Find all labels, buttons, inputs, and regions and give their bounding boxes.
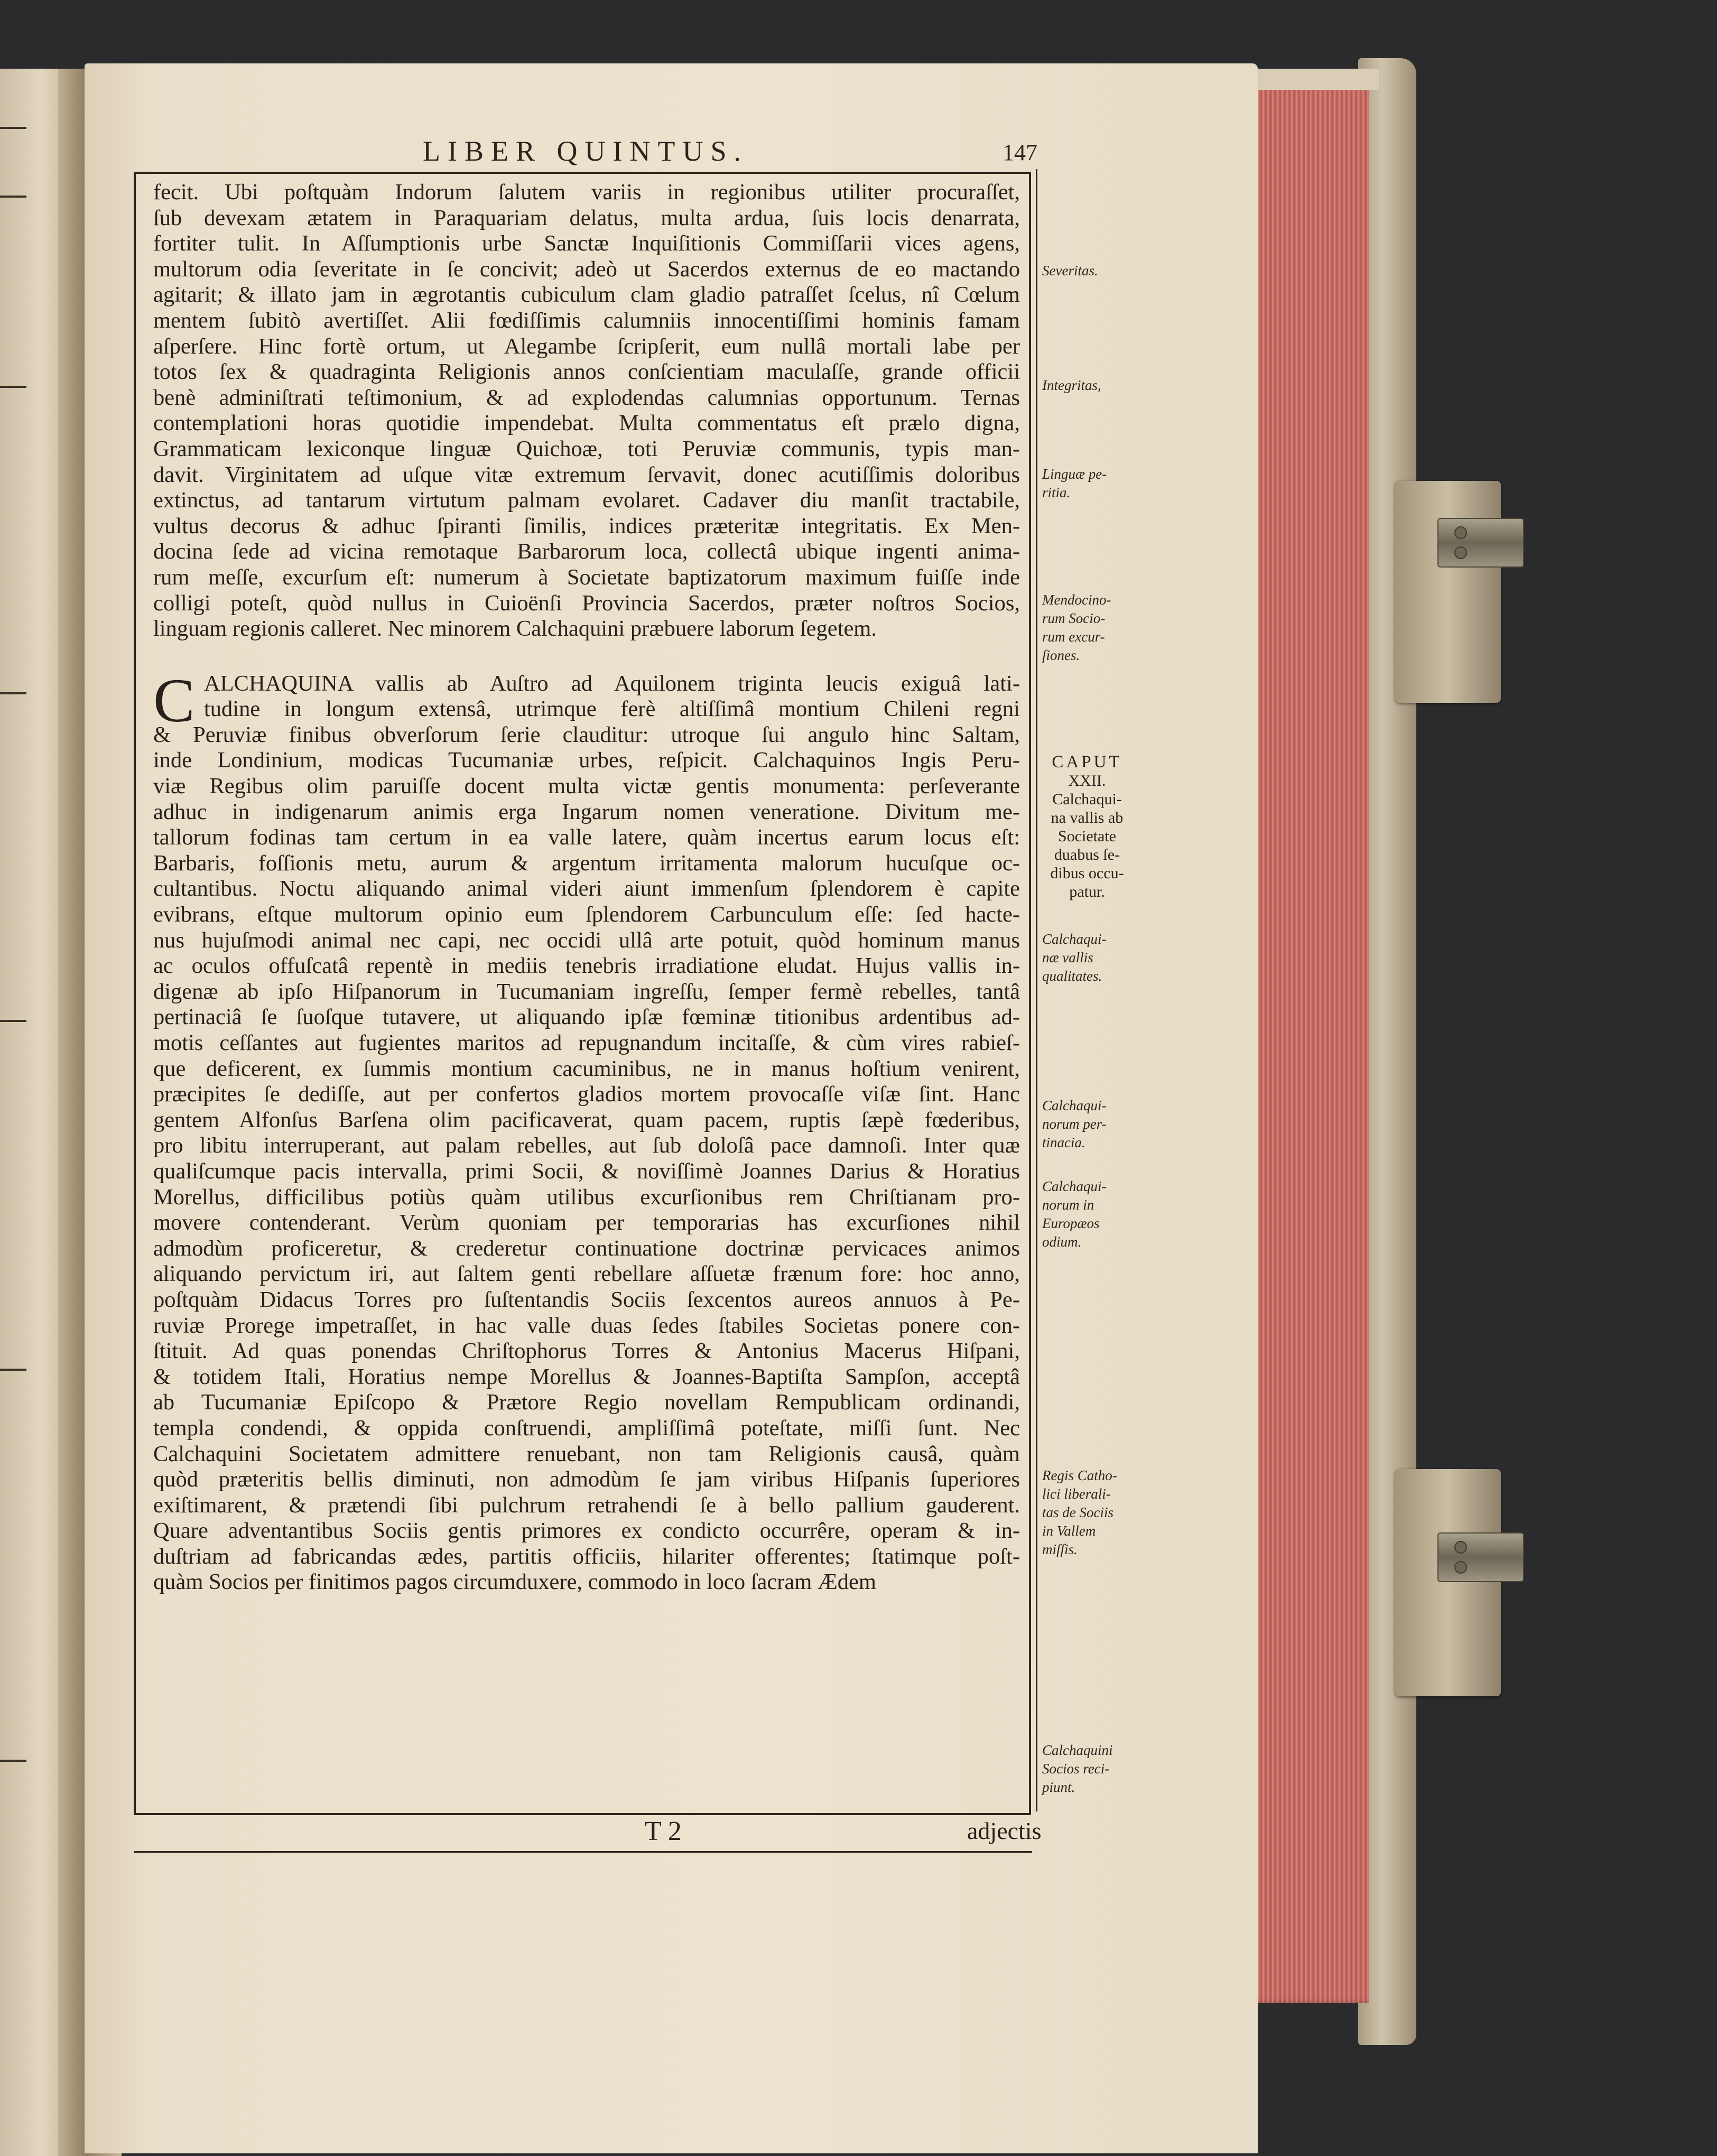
catchword: adjectis	[967, 1817, 1042, 1844]
text-line: aſperſere. Hinc fortè ortum, ut Alegambe ſcripſerit, eum nullâ mortali labe per	[153, 333, 1020, 359]
margin-note-line: tinacia.	[1042, 1135, 1085, 1150]
left-page-fragment	[0, 386, 26, 388]
text-line: ALCHAQUINA vallis ab Auſtro ad Aquilonem triginta leucis exiguâ lati-	[204, 671, 1020, 696]
text-line: Grammaticam lexiconque linguæ Quichoæ, toti Peruviæ communis, typis man-	[153, 436, 1020, 461]
margin-note-line: na vallis ab	[1051, 809, 1124, 826]
text-line: contemplationi horas quotidie impendebat. Multa commentatus eſt prælo digna,	[153, 411, 1020, 436]
text-line: exiſtimarent, & prætendi ſibi pulchrum retrahendi ſe à bello pallium gauderent.	[153, 1492, 1020, 1518]
paragraph-1	[153, 180, 1020, 642]
left-page-fragment	[0, 127, 26, 129]
text-line: inde Londinium, modicas Tucumaniæ urbes, reſpicit. Calchaquinos Ingis Peru-	[153, 748, 1020, 773]
lower-clasp	[1395, 1469, 1501, 1696]
margin-note-line: Calchaquini	[1042, 1742, 1113, 1758]
margin-note-line: dibus occu-	[1050, 865, 1124, 882]
margin-note-pertinacia	[1042, 1096, 1132, 1152]
margin-note-line: miſſis.	[1042, 1541, 1078, 1557]
margin-note-lingua	[1042, 465, 1132, 502]
margin-note-line: lici liberali-	[1042, 1486, 1111, 1502]
text-line: gentem Alfonſus Barſena olim pacificaverat, quam pacem, ruptis ſæpè fœderibus,	[153, 1107, 1020, 1132]
signature-mark: T 2	[645, 1816, 682, 1846]
margin-note-line: Europæos	[1042, 1215, 1100, 1231]
margin-note-line: Calchaqui-	[1042, 1098, 1107, 1113]
text-line: Barbaris, foſſionis metu, aurum & argentum irritamenta malorum hucuſque oc-	[153, 850, 1020, 876]
text-line: agitarit; & illato jam in ægrotantis cubiculum clam gladio patraſſet ſcelus, nî Cœlum	[153, 282, 1020, 308]
margin-note-line: Calchaqui-	[1052, 791, 1122, 808]
text-line: adhuc in indigenarum animis erga Ingarum nomen veneratione. Divitum me-	[153, 799, 1020, 824]
text-line: & totidem Itali, Horatius nempe Morellus & Joannes-Baptiſta Sampſon, acceptâ	[153, 1364, 1020, 1389]
text-line: quòd præteritis bellis diminuti, non admodùm ſe jam viribus Hiſpanis ſuperiores	[153, 1467, 1020, 1492]
margin-note-line: Linguæ pe-	[1042, 466, 1107, 482]
text-line: extinctus, ad tantarum virtutum palmam evolaret. Cadaver diu manſit tractabile,	[153, 488, 1020, 513]
caput-number: XXII.	[1068, 772, 1106, 789]
bottom-rule	[134, 1851, 1032, 1853]
margin-note-line: Socios reci-	[1042, 1761, 1110, 1777]
text-line: davit. Virginitatem ad uſque vitæ extremum ſervavit, donec acutiſſimis doloribus	[153, 462, 1020, 487]
margin-note-line: Calchaqui-	[1042, 1178, 1107, 1194]
text-line: tudine in longum extensâ, utrimque ferè altiſſimâ montium Chileni regni	[204, 696, 1020, 722]
margin-note-line: in Vallem	[1042, 1523, 1096, 1539]
text-line: que deficerent, ex ſummis montium cacuminibus, ne in manus hoſtium venirent,	[153, 1056, 1020, 1081]
paragraph-2	[153, 665, 1020, 1595]
text-line: linguam regionis calleret. Nec minorem Calchaquini præbuere laborum ſegetem.	[153, 616, 877, 642]
text-line: totos ſex & quadraginta Religionis annos conſcientiam maculaſſe, grande officii	[153, 359, 1020, 385]
text-line: viæ Regibus olim paruiſſe docent multa victæ gentis monumenta: perſeverante	[153, 774, 1020, 799]
margin-note-line: odium.	[1042, 1234, 1082, 1250]
text-line: aliquando pervictum iri, aut ſaltem genti rebellare aſſuetæ frænum fore: hoc anno,	[153, 1261, 1020, 1287]
text-line: vultus decorus & adhuc ſpiranti ſimilis, indices prætеritæ integritatis. Ex Men-	[153, 513, 1020, 538]
margin-note-line: næ vallis	[1042, 950, 1093, 965]
text-line: fortiter tulit. In Aſſumptionis urbe Sanctæ Inquiſitionis Commiſſarii vices agens,	[153, 231, 1020, 256]
margin-note-qualitates	[1042, 930, 1132, 986]
text-line: motis ceſſantes aut fugientes maritos ad repugnandum incitaſſe, & cùm vires rabieſ-	[153, 1030, 1020, 1055]
left-page-fragment	[0, 1020, 26, 1022]
caput-heading: CAPUT	[1052, 752, 1122, 772]
text-line: movere contenderant. Verùm quoniam per temporarias has excurſiones nihil	[153, 1210, 1020, 1235]
clasp-metal-plate	[1437, 1532, 1524, 1582]
text-line: tallorum fodinas tam certum in ea valle latere, quàm incertus earum locus eſt:	[153, 825, 1020, 850]
margin-rule	[1036, 169, 1037, 1811]
clasp-metal-plate	[1437, 518, 1524, 568]
margin-note-line: Calchaqui-	[1042, 931, 1107, 947]
text-line: rum meſſe, excurſum eſt: numerum à Societate baptizatorum maximum fuiſſe inde	[153, 564, 1020, 590]
margin-note-line: norum in	[1042, 1197, 1094, 1213]
left-page-fragment	[0, 1369, 26, 1371]
text-line: duſtriam ad fabricandas ædes, partitis officiis, hilariter offerentes; ſtatimque poſt-	[153, 1544, 1020, 1569]
margin-note-integritas: Integritas,	[1042, 377, 1101, 393]
rivet-icon	[1454, 526, 1467, 539]
margin-note-line: Societate	[1058, 828, 1116, 845]
text-line: fecit. Ubi poſtquàm Indorum ſalutem variis in regionibus utiliter procuraſſet,	[153, 180, 1020, 205]
running-head-title: LIBER QUINTUS.	[423, 135, 748, 167]
rivet-icon	[1454, 1561, 1467, 1574]
text-line: templa condendi, & oppida conſtruendi, ampliſſimâ poteſtate, miſſi ſunt. Nec	[153, 1415, 1020, 1441]
text-line: admodùm proficeretur, & crederetur continuatione doctrinæ pervicaces animos	[153, 1235, 1020, 1261]
text-line: Quare adventantibus Sociis gentis primores ex condicto occurrêre, operam & in-	[153, 1518, 1020, 1544]
running-head	[134, 135, 1037, 172]
upper-clasp	[1395, 481, 1501, 703]
rivet-icon	[1454, 546, 1467, 559]
margin-note-line: ritia.	[1042, 485, 1071, 500]
margin-note-line: rum Socio-	[1042, 610, 1106, 626]
text-line: evibrans, eſtque multorum opinio eum ſplendorem Carbunculum eſſe: ſed hacte-	[153, 902, 1020, 927]
text-line: benè adminiſtrati teſtimonium, & ad explodendas calumnias opportunum. Ternas	[153, 385, 1020, 410]
margin-note-severitas: Severitas.	[1042, 263, 1098, 278]
margin-note-odium	[1042, 1177, 1132, 1251]
margin-note-regis	[1042, 1466, 1132, 1559]
text-line: pertinaciâ ſe ſuoſque tutavere, ut aliquando ipſæ fœminæ titionibus ardentibus ad-	[153, 1005, 1020, 1030]
text-line: multorum odia ſeveritate in ſe concivit; adeò ut Sacerdos externus de eo mactando	[153, 256, 1020, 282]
margin-note-line: duabus ſe-	[1054, 846, 1120, 863]
left-page-fragment	[0, 692, 26, 694]
caput-summary	[1042, 790, 1132, 901]
text-line: docina ſede ad vicina remotaque Barbarorum loca, collectâ ubique ingenti anima-	[153, 539, 1020, 564]
left-page-fragment	[0, 196, 26, 198]
text-line: cultantibus. Noctu aliquando animal videri aiunt immenſum ſplendorem è capite	[153, 876, 1020, 902]
body-text	[153, 180, 1020, 1595]
margin-note-line: ſiones.	[1042, 647, 1080, 663]
margin-note-line: tas de Sociis	[1042, 1504, 1113, 1520]
margin-note-line: Mendocino-	[1042, 592, 1111, 608]
margin-caput	[1042, 753, 1132, 901]
margin-note-mendocino	[1042, 591, 1132, 665]
text-line: ſtituit. Ad quas ponendas Chriſtophorus Torres & Antonius Macerus Hiſpani,	[153, 1339, 1020, 1364]
left-page-fragment	[0, 1760, 26, 1762]
margin-note-line: qualitates.	[1042, 968, 1102, 984]
margin-note-line: Regis Catho-	[1042, 1467, 1117, 1483]
text-line: Calchaquini Societatem admittere renuebant, non tam Religionis causâ, quàm	[153, 1441, 1020, 1466]
text-line: pro libitu interruperant, aut palam rebelles, aut ſub doloſâ pace damnoſi. Inter quæ	[153, 1133, 1020, 1158]
text-line: ab Tucumaniæ Epiſcopo & Prætore Regio novellam Rempublicam ordinandi,	[153, 1390, 1020, 1415]
margin-note-line: rum excur-	[1042, 629, 1105, 645]
text-line: & Peruviæ finibus obverſorum ſerie clauditur: utroque ſui angulo hinc Saltam,	[153, 722, 1020, 747]
text-line: ſub devexam ætatem in Paraquariam delatus, multa ardua, ſuis locis denarrata,	[153, 205, 1020, 230]
text-line: mentem ſubitò avertiſſet. Alii fœdiſſimis calumniis innocentiſſimi hominis famam	[153, 308, 1020, 333]
text-line: nus hujuſmodi animal nec capi, nec occidi ullâ arte potuit, quòd hominum manus	[153, 927, 1020, 953]
text-line: colligi poteſt, quòd nullus in Cuioënſi Provincia Sacerdos, præter noſtros Socios,	[153, 590, 1020, 616]
margin-note-line: piunt.	[1042, 1779, 1075, 1795]
text-line: præcipites ſe dediſſe, aut per confertos gladios mortem provocaſſe viſæ ſint. Hanc	[153, 1082, 1020, 1107]
text-line: digenæ ab ipſo Hiſpanorum in Tucumaniam ingreſſu, ſemper fermè rebelles, tantâ	[153, 979, 1020, 1004]
margin-note-line: norum per-	[1042, 1116, 1107, 1132]
margin-note-line: patur.	[1069, 883, 1105, 900]
text-line: poſtquàm Didacus Torres pro ſuſtentandis Sociis ſexcentos aureos annuos à Pe-	[153, 1287, 1020, 1312]
text-line: ruviæ Prorege impetraſſet, in hac valle duas ſedes ſtabiles Societas ponere con-	[153, 1313, 1020, 1338]
text-line: quàm Socios per finitimos pagos circumduxere, commodo in loco ſacram Ædem	[153, 1569, 876, 1595]
page-number: 147	[1003, 140, 1037, 165]
rivet-icon	[1454, 1541, 1467, 1554]
paragraph-gap	[153, 642, 1020, 671]
text-line: Morellus, difficilibus potiùs quàm utilibus excurſionibus rem Chriſtianam pro-	[153, 1184, 1020, 1210]
margin-note-recipiunt	[1042, 1741, 1132, 1797]
text-line: qualiſcumque pacis intervalla, primi Socii, & noviſſimè Joannes Darius & Horatius	[153, 1158, 1020, 1184]
text-line: ac oculos offuſcatâ repentè in mediis tenebris irradiatione eludat. Hujus vallis in-	[153, 953, 1020, 979]
drop-cap: C	[153, 665, 195, 735]
